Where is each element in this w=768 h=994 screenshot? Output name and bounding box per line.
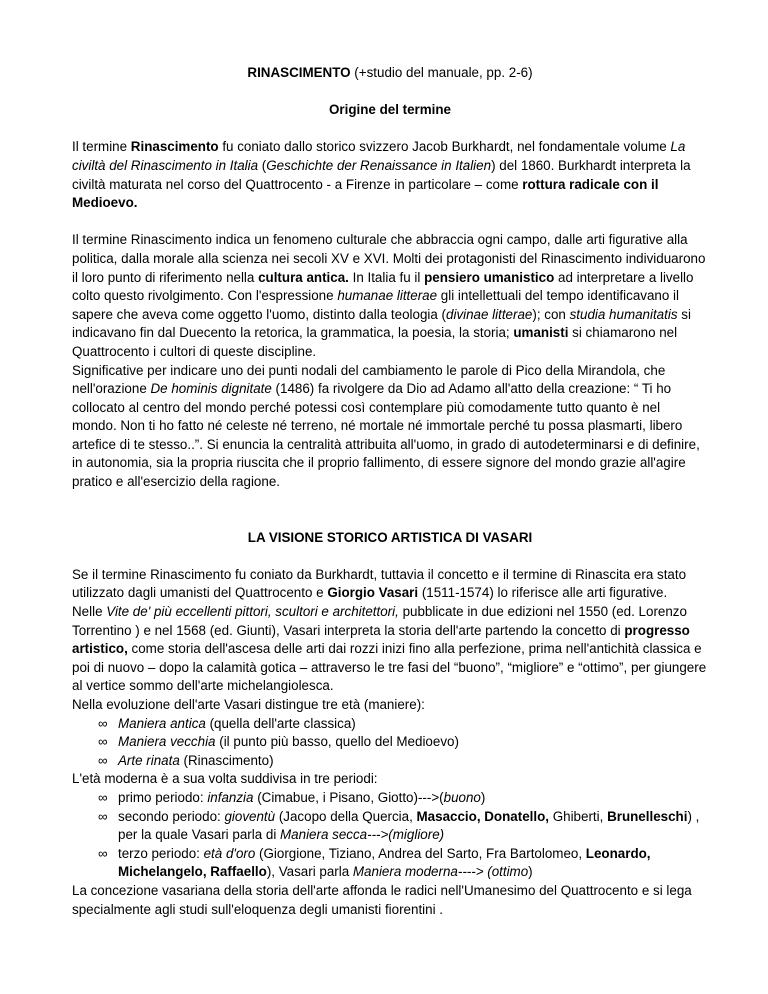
list-item: ∞ Arte rinata (Rinascimento) — [98, 752, 708, 771]
paragraph-vite: Nelle Vite de' più eccellenti pittori, scultori e architettori, pubblicate in due edizioni nel 1550 (ed. Lorenzo Torrentino ) e nel 1568 (ed. Giunti), Vasari interpreta la storia dell'arte partendo la concetto di progresso artistico, come storia dell'ascesa delle arti dai rozzi inizi fino alla perfezione, prima nell'antichità classica e poi di nuovo – dopo la calamità gotica – attraverso le tre fasi del “buono”, “migliore” e “ottimo”, per giungere al vertice sommo dell'arte michelangiolesca. — [72, 604, 707, 694]
paragraph-three-ages: Nella evoluzione dell'arte Vasari distingue tre età (maniere): — [72, 697, 425, 712]
paragraph-definition: Il termine Rinascimento indica un fenomeno culturale che abbraccia ogni campo, dalle arti figurative alla politica, dalla morale alla scienza nei secoli XV e XVI. Molti dei protagonisti del Rinascimento individuarono il loro punto di riferimento nella cultura antica. In Italia fu il pensiero umanistico ad interpretare a livello colto questo rivolgimento. Con l'espressione humanae litterae gli intellettuali del tempo identificavano il sapere che aveva come oggetto l'uomo, distinto dalla teologia (divinae litterae); con studia humanitatis si indicavano fin dal Duecento la retorica, la grammatica, la poesia, la storia; umanisti si chiamarono nel Quattrocento i cultori di queste discipline. — [72, 232, 706, 359]
list-maniere — [72, 715, 708, 771]
list-periodi — [72, 789, 708, 882]
infinity-bullet-icon: ∞ — [98, 789, 108, 805]
infinity-bullet-icon: ∞ — [98, 734, 108, 750]
list-item: ∞ terzo periodo: età d'oro (Giorgione, Tiziano, Andrea del Sarto, Fra Bartolomeo, Leonardo, Michelangelo, Raffaello), Vasari parla Maniera moderna----> (ottimo) — [98, 845, 651, 880]
paragraph-vasari-intro: Se il termine Rinascimento fu coniato da Burkhardt, tuttavia il concetto e il termine di Rinascita era stato utilizzato dagli umanisti del Quattrocento e Giorgio Vasari (1511-1574) lo riferisce alle arti figurative. — [72, 566, 687, 601]
document-title — [72, 64, 708, 83]
list-item: ∞ Maniera antica (quella dell'arte classica) — [98, 715, 708, 734]
list-item: ∞ Maniera vecchia (il punto più basso, quello del Medioevo) — [98, 733, 708, 752]
section-heading-vasari: LA VISIONE STORICO ARTISTICA DI VASARI — [247, 529, 533, 545]
list-item: ∞ primo periodo: infanzia (Cimabue, i Pisano, Giotto)--->(buono) — [98, 789, 708, 808]
paragraph-conclusion: La concezione vasariana della storia dell'arte affonda le radici nell'Umanesimo del Quattrocento e si lega specialmente agli studi sull'eloquenza degli umanisti fiorentini . — [72, 882, 692, 917]
infinity-bullet-icon: ∞ — [98, 715, 108, 731]
infinity-bullet-icon: ∞ — [98, 845, 108, 861]
paragraph-modern-age: L'età moderna è a sua volta suddivisa in tre periodi: — [72, 771, 378, 787]
infinity-bullet-icon: ∞ — [98, 808, 108, 824]
section-heading-origin: Origine del termine — [328, 102, 452, 118]
title-rest: (+studio del manuale, pp. 2-6) — [350, 65, 533, 80]
paragraph-pico: Significative per indicare uno dei punti nodali del cambiamento le parole di Pico della Mirandola, che nell'orazione De hominis dignitate (1486) fa rivolgere da Dio ad Adamo all'atto della creazione: “ Ti ho collocato al centro del mondo perché potessi così contemplare più comodamente tutto quanto è nel mondo. Non ti ho fatto né celeste né terreno, né mortale né immortale perché tu possa plasmarti, libero artefice di te stesso..”. Si enuncia la centralità attribuita all'uomo, in grado di autodeterminarsi e di definire, in autonomia, sia la propria riuscita che il proprio fallimento, di essere signore del mondo grazie all'agire pratico e all'esercizio della ragione. — [72, 362, 700, 490]
infinity-bullet-icon: ∞ — [98, 752, 108, 768]
paragraph-burkhardt: Il termine Rinascimento fu coniato dallo storico svizzero Jacob Burkhardt, nel fondamentale volume La civiltà del Rinascimento in Italia (Geschichte der Renaissance in Italien) del 1860. Burkhardt interpreta la civiltà maturata nel corso del Quattrocento - a Firenze in particolare – come rottura radicale con il Medioevo. — [72, 139, 691, 211]
title-bold: RINASCIMENTO — [247, 65, 351, 80]
list-item: ∞ secondo periodo: gioventù (Jacopo della Quercia, Masaccio, Donatello, Ghiberti, Brunelleschi) , per la quale Vasari parla di Maniera secca--->(migliore) — [98, 808, 700, 843]
